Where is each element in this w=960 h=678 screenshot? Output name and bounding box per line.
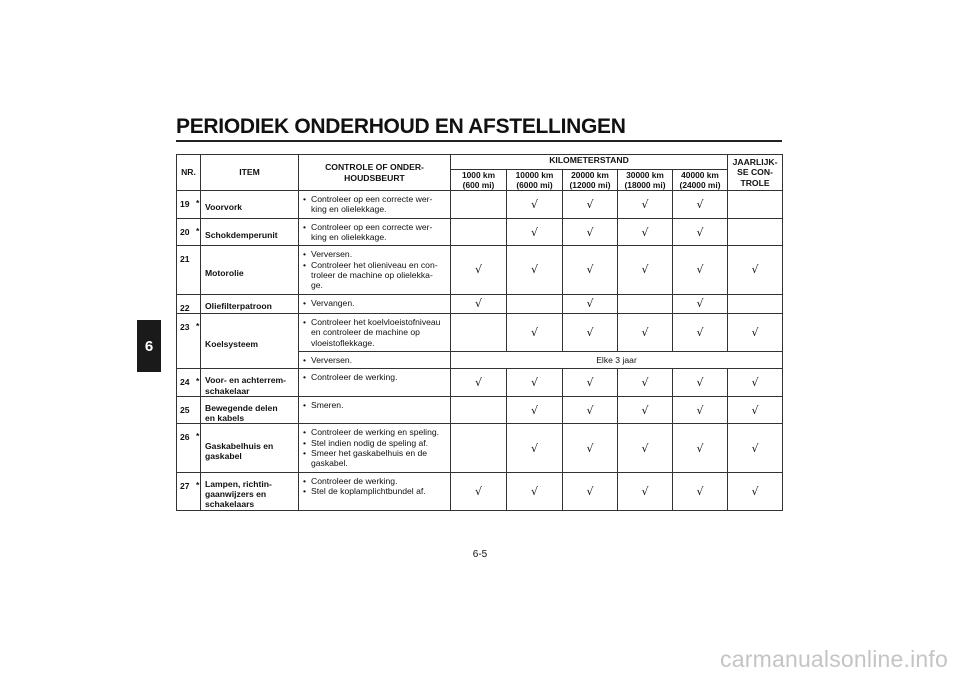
page-title: PERIODIEK ONDERHOUD EN AFSTELLINGEN	[176, 115, 626, 138]
check-cell	[728, 294, 783, 313]
row-number	[177, 294, 201, 313]
check-cell: √	[618, 472, 673, 510]
row-number	[177, 369, 201, 397]
table-row	[177, 191, 783, 219]
check-cell: √	[673, 294, 728, 313]
check-cell: √	[507, 218, 563, 246]
header-nr: NR.	[177, 155, 201, 191]
row-number	[177, 313, 201, 368]
header-km-10000: 10000 km (6000 mi)	[507, 170, 563, 191]
row-item: Motorolie	[201, 246, 299, 294]
check-cell: √	[451, 294, 507, 313]
interval-note: Elke 3 jaar	[451, 351, 783, 368]
check-cell: √	[673, 191, 728, 219]
row-number-text: 22	[180, 302, 190, 313]
control-bullet: • Verversen.	[303, 249, 447, 259]
row-number	[177, 191, 201, 219]
check-cell: √	[563, 369, 618, 397]
row-number-text: 25	[180, 404, 190, 415]
check-cell	[728, 218, 783, 246]
table-row	[177, 246, 783, 294]
asterisk-marker: *	[196, 198, 200, 209]
check-cell: √	[728, 472, 783, 510]
check-cell	[451, 313, 507, 351]
table-row	[177, 424, 783, 472]
chapter-tab: 6	[137, 320, 161, 372]
title-rule	[176, 140, 782, 142]
check-cell: √	[451, 246, 507, 294]
asterisk-marker: *	[196, 320, 200, 331]
check-cell: √	[451, 472, 507, 510]
row-control	[299, 396, 451, 424]
row-number-text: 20	[180, 226, 190, 237]
check-cell: √	[563, 396, 618, 424]
row-number	[177, 472, 201, 510]
table-row	[177, 313, 783, 351]
check-cell	[618, 294, 673, 313]
check-cell: √	[507, 396, 563, 424]
header-annual: JAARLIJK- SE CON- TROLE	[728, 155, 783, 191]
asterisk-marker: *	[196, 225, 200, 236]
check-cell: √	[563, 424, 618, 472]
header-km-40000: 40000 km (24000 mi)	[673, 170, 728, 191]
row-control	[299, 472, 451, 510]
control-bullet: • Vervangen.	[303, 298, 447, 308]
check-cell: √	[673, 472, 728, 510]
header-km-1000: 1000 km (600 mi)	[451, 170, 507, 191]
control-bullet: • Verversen.	[303, 355, 447, 365]
row-item: Voorvork	[201, 191, 299, 219]
check-cell: √	[728, 313, 783, 351]
check-cell: √	[563, 313, 618, 351]
table-row	[177, 218, 783, 246]
row-number-text: 27	[180, 480, 190, 491]
control-bullet: • Controleer op een correcte wer- king en olielekkage.	[303, 194, 447, 215]
check-cell: √	[507, 369, 563, 397]
control-bullet: • Controleer het koelvloeistofniveau en controleer de machine op vloeistoflekkage.	[303, 317, 447, 348]
row-item: Lampen, richtin- gaanwijzers en schakelaars	[201, 472, 299, 510]
check-cell: √	[728, 246, 783, 294]
check-cell: √	[563, 191, 618, 219]
header-km-30000: 30000 km (18000 mi)	[618, 170, 673, 191]
page-number: 6-5	[472, 549, 488, 560]
row-control	[299, 369, 451, 397]
check-cell: √	[563, 472, 618, 510]
check-cell: √	[618, 246, 673, 294]
check-cell: √	[673, 424, 728, 472]
check-cell: √	[507, 472, 563, 510]
row-number	[177, 396, 201, 424]
control-bullet: • Controleer het olieniveau en con- troleer de machine op olielekka- ge.	[303, 260, 447, 291]
check-cell: √	[673, 369, 728, 397]
row-number-text: 24	[180, 377, 190, 388]
check-cell: √	[507, 191, 563, 219]
header-km-group: KILOMETERSTAND	[451, 155, 728, 170]
row-item: Oliefilterpatroon	[201, 294, 299, 313]
row-number-text: 21	[180, 254, 190, 265]
check-cell: √	[618, 396, 673, 424]
check-cell: √	[563, 218, 618, 246]
row-control	[299, 424, 451, 472]
check-cell: √	[618, 218, 673, 246]
control-bullet: • Controleer de werking.	[303, 476, 447, 486]
check-cell: √	[451, 369, 507, 397]
check-cell: √	[728, 396, 783, 424]
check-cell	[451, 218, 507, 246]
row-item: Schokdemperunit	[201, 218, 299, 246]
row-number-text: 26	[180, 432, 190, 443]
maintenance-table	[176, 154, 783, 511]
row-control	[299, 218, 451, 246]
check-cell: √	[507, 313, 563, 351]
check-cell	[451, 396, 507, 424]
check-cell: √	[673, 396, 728, 424]
control-bullet: • Stel de koplamplichtbundel af.	[303, 486, 447, 496]
table-row	[177, 369, 783, 397]
check-cell: √	[673, 246, 728, 294]
row-item: Gaskabelhuis en gaskabel	[201, 424, 299, 472]
control-bullet: • Stel indien nodig de speling af.	[303, 438, 447, 448]
row-number-text: 19	[180, 199, 190, 210]
row-item: Voor- en achterrem- schakelaar	[201, 369, 299, 397]
table-row	[177, 396, 783, 424]
asterisk-marker: *	[196, 431, 200, 442]
check-cell: √	[563, 294, 618, 313]
check-cell: √	[563, 246, 618, 294]
check-cell: √	[618, 424, 673, 472]
control-bullet: • Controleer op een correcte wer- king en olielekkage.	[303, 222, 447, 243]
row-item: Bewegende delen en kabels	[201, 396, 299, 424]
row-number	[177, 218, 201, 246]
table-row	[177, 294, 783, 313]
watermark: carmanualsonline.info	[720, 646, 948, 672]
control-bullet: • Smeren.	[303, 400, 447, 410]
check-cell	[507, 294, 563, 313]
header-control: CONTROLE OF ONDER- HOUDSBEURT	[299, 155, 451, 191]
row-item: Koelsysteem	[201, 313, 299, 368]
row-number	[177, 246, 201, 294]
check-cell: √	[673, 313, 728, 351]
check-cell: √	[618, 313, 673, 351]
header-km-20000: 20000 km (12000 mi)	[563, 170, 618, 191]
check-cell	[451, 424, 507, 472]
row-control	[299, 191, 451, 219]
check-cell: √	[728, 424, 783, 472]
asterisk-marker: *	[196, 376, 200, 387]
row-control	[299, 313, 451, 351]
check-cell: √	[507, 246, 563, 294]
check-cell: √	[618, 369, 673, 397]
row-control	[299, 246, 451, 294]
row-control	[299, 294, 451, 313]
row-control	[299, 351, 451, 368]
row-number-text: 23	[180, 321, 190, 332]
asterisk-marker: *	[196, 479, 200, 490]
header-item: ITEM	[201, 155, 299, 191]
check-cell: √	[618, 191, 673, 219]
table-row	[177, 472, 783, 510]
check-cell: √	[673, 218, 728, 246]
control-bullet: • Controleer de werking.	[303, 372, 447, 382]
check-cell	[728, 191, 783, 219]
check-cell	[451, 191, 507, 219]
check-cell: √	[507, 424, 563, 472]
check-cell: √	[728, 369, 783, 397]
control-bullet: • Smeer het gaskabelhuis en de gaskabel.	[303, 448, 447, 469]
control-bullet: • Controleer de werking en speling.	[303, 427, 447, 437]
row-number	[177, 424, 201, 472]
